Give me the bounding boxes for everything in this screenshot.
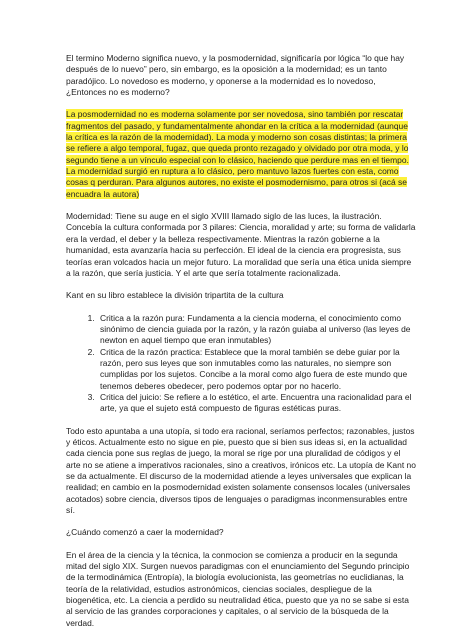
- paragraph-highlighted: [66, 109, 416, 200]
- highlighted-text: La posmodernidad no es moderna solamente por ser novedosa, sino también por rescatar fragmentos del pasado, y fundamentalmente ahondar en la crítica a la modernidad (aunque la crítica es la razón de la modernidad). La moda y moderno son cosas distintas; la primera se refiere a algo temporal, fugaz, que queda pronto rezagado y olvidado por otra moda, y lo segundo tiene a un vínculo especial con lo clásico, haciendo que perdure mas en el tiempo. La modernidad surgió en ruptura a lo clásico, pero mantuvo lazos fuertes con esta, como cosas q perduran. Para algunos autores, no existe el posmodernismo, para otros si (acá se encuadra la autora): [66, 109, 409, 199]
- list-item: 2. Critica de la razón practica: Establece que la moral también se debe guiar por la razón, pero sus leyes que son inmutables como las naturales, no siempre son cumplidas por los sujetos. Concibe a la moral como algo fuera de este mundo que tenemos deberes obedecer, pero podemos optar por no hacerlo.: [97, 347, 416, 392]
- paragraph-kant: Kant en su libro establece la división tripartita de la cultura: [66, 290, 284, 301]
- paragraph-question: ¿Cuándo comenzó a caer la modernidad?: [66, 527, 224, 538]
- document-body: [66, 53, 416, 640]
- paragraph-modernidad: Modernidad: Tiene su auge en el siglo XVIII llamado siglo de las luces, la ilustración. Concebía la cultura conformada por 3 pilares: Ciencia, moralidad y arte; su forma de validarla era la verdad, el deber y la belleza respectivamente. Mientras la razón gobierne a la humanidad, esta avanzaría hacia su perfección. El ideal de la ciencia era progresista, sus teorías eran volcados hacia un mejor futuro. La moralidad que sería una ética unida siempre a la razón, que sería justicia. Y el arte que sería totalmente racionalizada.: [66, 211, 416, 278]
- numbered-list: [66, 313, 416, 415]
- paragraph-utopia: Todo esto apuntaba a una utopía, si todo era racional, seríamos perfectos; razonables, justos y éticos. Actualmente esto no sigue en pie, puesto que si bien sus ideas si, en la actualidad cada ciencia pone sus reglas de juego, la moral se rige por una pluralidad de códigos y el arte no se atiene a imperativos racionales, sino a creativos, irónicos etc. La utopía de Kant no se da actualmente. El discurso de la modernidad atiende a leyes universales que explican la realidad; en cambio en la posmodernidad existen solamente consensos locales (universales acotados) sobre ciencia, diversos tipos de lenguajes o paradigmas inconmensurables entre sí.: [66, 425, 416, 516]
- list-item: 1. Critica a la razón pura: Fundamenta a la ciencia moderna, el conocimiento como sinónimo de ciencia guiada por la razón, y la razón guiaba al universo (las leyes de newton en aquel tiempo que eran inmutables): [97, 313, 416, 347]
- list-item: 3. Critica del juicio: Se refiere a lo estético, el arte. Encuentra una racionalidad para el arte, ya que el sujeto está compuesto de figuras estéticas puras.: [97, 392, 416, 415]
- paragraph-ciencia: En el área de la ciencia y la técnica, la conmocion se comienza a producir en la segunda mitad del siglo XIX. Surgen nuevos paradigmas con el enunciamiento del Segundo principio de la termodinámica (Entropía), la biología evolucionista, las geometrías no euclidianas, la teoría de la relatividad, estudios astronómicos, ciencias sociales, despliegue de la biogenética, etc. La ciencia a perdido su neutralidad ética, puesto que ya no se sabe si esta al servicio de las grandes corporaciones y capitales, o al servicio de la búsqueda de la verdad.: [66, 549, 410, 628]
- paragraph-intro: El termino Moderno significa nuevo, y la posmodernidad, significaría por lógica “lo que hay después de lo nuevo” pero, sin embargo, es la oposición a la modernidad; es un tanto paradójico. Lo novedoso es moderno, y oponerse a la modernidad es lo novedoso, ¿Entonces no es moderno?: [66, 53, 405, 98]
